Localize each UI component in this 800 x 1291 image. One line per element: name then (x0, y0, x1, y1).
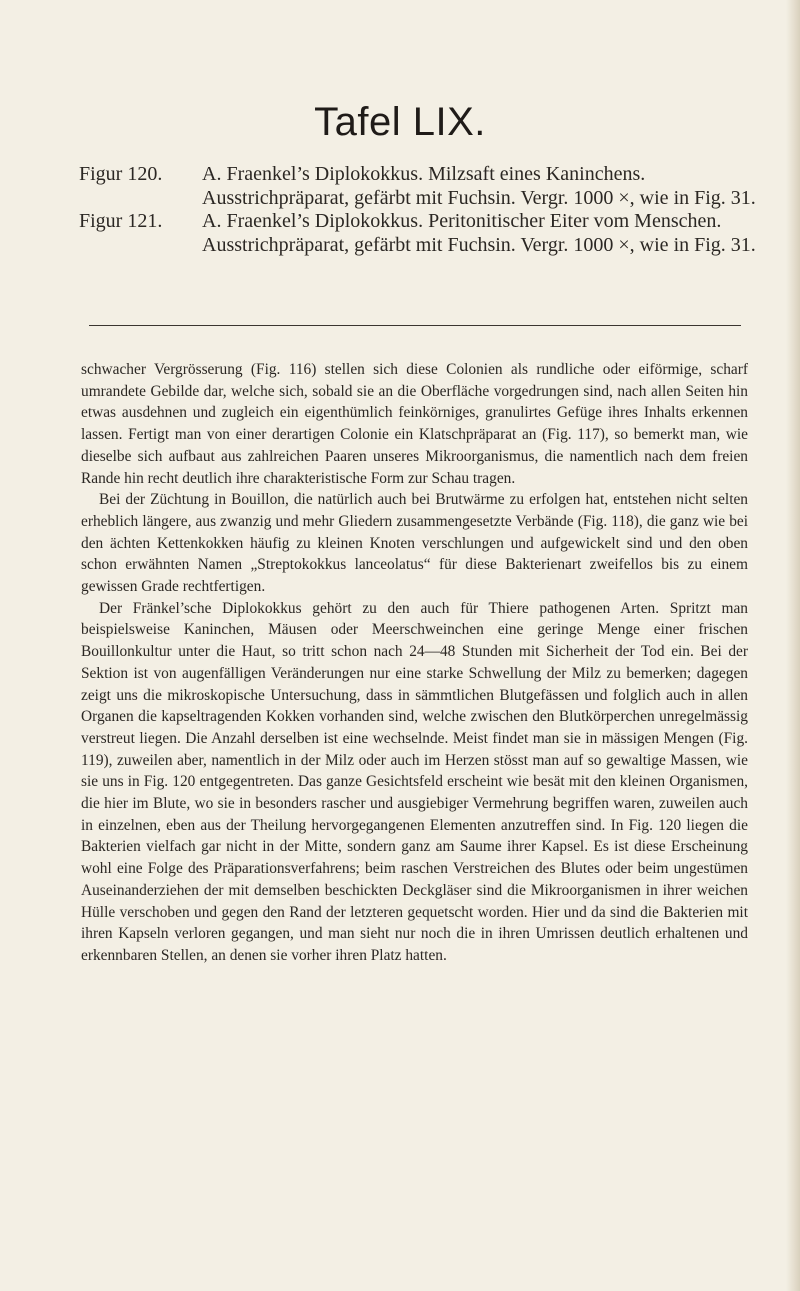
page-edge-shadow (786, 0, 800, 1291)
figure-captions (79, 163, 764, 257)
caption-label: Figur 120. (79, 163, 163, 185)
plate-title: Tafel LIX. (314, 100, 486, 144)
caption-figure-120 (79, 163, 764, 210)
caption-text: A. Fraenkel’s Diplokokkus. Peritonitischer Eiter vom Menschen. Ausstrichpräparat, gefärbt mit Fuchsin. Vergr. 1000 ×, wie in Fig. 31. (202, 210, 756, 256)
caption-figure-121 (79, 210, 764, 257)
caption-label: Figur 121. (79, 210, 163, 232)
paragraph: schwacher Vergrösserung (Fig. 116) stellen sich diese Colonien als rundliche oder eiförmige, scharf umrandete Gebilde dar, welche sich, sobald sie an die Oberfläche vorgedrungen sind, nach allen Seiten hin etwas ausdehnen und zugleich ein eigenthümlich feinkörniges, granulirtes Gefüge ihres Inhalts erkennen lassen. Fertigt man von einer derartigen Colonie ein Klatschpräparat an (Fig. 117), so bemerkt man, wie dieselbe sich aufbaut aus zahlreichen Paaren unseres Mikroorganismus, die namentlich nach dem freien Rande hin recht deutlich ihre charakteristische Form zur Schau tragen. (81, 361, 748, 487)
body-text (81, 359, 748, 967)
paragraph: Bei der Züchtung in Bouillon, die natürlich auch bei Brutwärme zu erfolgen hat, entstehen nicht selten erheblich längere, aus zwanzig und mehr Gliedern zusammengesetzte Verbände (Fig. 118), die ganz wie bei den ächten Kettenkokken häufig zu kleinen Knoten verschlungen und aufgewickelt sind und den oben schon erwähnten Namen „Streptokokkus lanceolatus“ für diese Bakterienart zweifellos bis zu einem gewissen Grade rechtfertigen. (81, 491, 748, 596)
caption-text: A. Fraenkel’s Diplokokkus. Milzsaft eines Kaninchens. Ausstrichpräparat, gefärbt mit Fuchsin. Vergr. 1000 ×, wie in Fig. 31. (202, 163, 756, 209)
horizontal-rule (89, 325, 741, 326)
paragraph: Der Fränkel’sche Diplokokkus gehört zu den auch für Thiere pathogenen Arten. Spritzt man beispielsweise Kaninchen, Mäusen oder Meerschweinchen eine geringe Menge einer frischen Bouillonkultur unter die Haut, so tritt schon nach 24—48 Stunden mit Sicherheit der Tod ein. Bei der Sektion ist von augenfälligen Veränderungen nur eine starke Schwellung der Milz zu bemerken; dagegen zeigt uns die mikroskopische Untersuchung, dass in sämmtlichen Blutgefässen und folglich auch in allen Organen die kapseltragenden Kokken vorhanden sind, welche zwischen den Blutkörperchen unregelmässig verstreut liegen. Die Anzahl derselben ist eine wechselnde. Meist findet man sie in mässigen Mengen (Fig. 119), zuweilen aber, namentlich in der Milz oder auch im Herzen stösst man auf so gewaltige Massen, wie sie uns in Fig. 120 entgegentreten. Das ganze Gesichtsfeld erscheint wie besät mit den kleinen Organismen, die hier im Blute, wo sie in besonders rascher und ausgiebiger Vermehrung begriffen waren, zuweilen auch in einzelnen, eben aus der Theilung hervorgegangenen Elementen anzutreffen sind. In Fig. 120 liegen die Bakterien vielfach gar nicht in der Mitte, sondern ganz am Saume ihrer Kapsel. Es ist diese Erscheinung wohl eine Folge des Präparationsverfahrens; beim raschen Verstreichen des Blutes oder beim ungestümen Auseinanderziehen der mit demselben beschickten Deckgläser sind die Mikroorganismen in ihrer weichen Hülle verschoben und gegen den Rand der letzteren gequetscht worden. Hier und da sind die Bakterien mit ihren Kapseln verloren gegangen, und man sieht nur noch die in ihren Umrissen deutlich erhaltenen und erkennbaren Stellen, an denen sie vorher ihren Platz hatten. (81, 599, 748, 964)
